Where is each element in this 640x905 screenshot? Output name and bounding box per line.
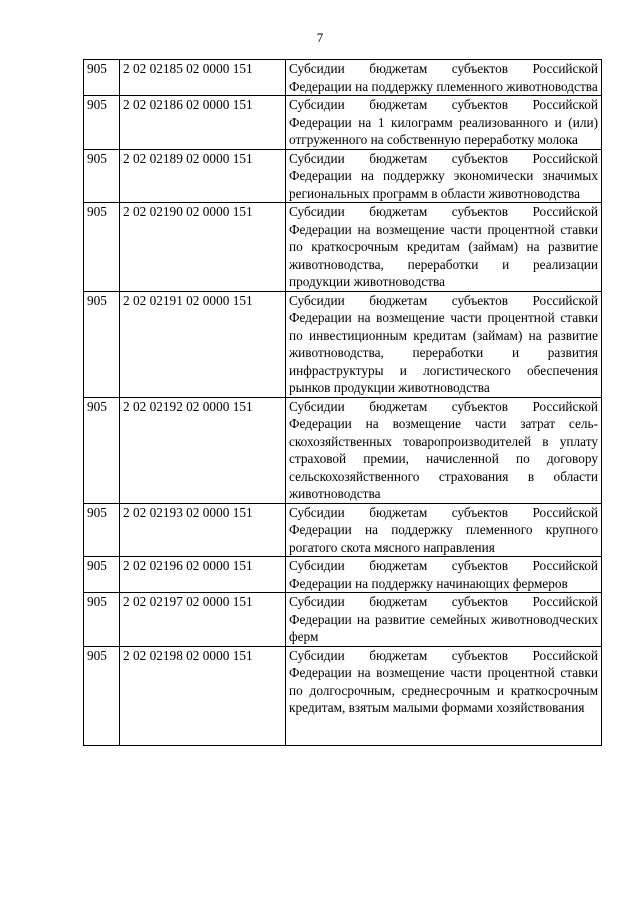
budget-code-cell: 2 02 02185 02 0000 151 — [120, 60, 286, 96]
admin-code-cell: 905 — [84, 397, 120, 503]
budget-code-cell: 2 02 02186 02 0000 151 — [120, 96, 286, 150]
table-row — [84, 291, 602, 397]
description-cell: Субсидии бюджетам субъектов Российской Федерации на возмещение части процентной ставки по краткосрочным кредитам (займам) на развитие животноводства, переработки и реализации продукции животноводства — [286, 203, 602, 292]
table-row — [84, 557, 602, 593]
table-row — [84, 593, 602, 647]
budget-code-cell: 2 02 02196 02 0000 151 — [120, 557, 286, 593]
budget-code-cell: 2 02 02193 02 0000 151 — [120, 503, 286, 557]
admin-code-cell: 905 — [84, 60, 120, 96]
table-row — [84, 646, 602, 745]
description-cell: Субсидии бюджетам субъектов Российской Федерации на 1 килограмм реализованного и (или) отгруженного на собственную переработку молока — [286, 96, 602, 150]
description-cell: Субсидии бюджетам субъектов Российской Федерации на возмещение части затрат сельскохозяйственных товаропроизводителей в уплату страховой премии, начисленной по договору сельскохозяйственного страхования в области животноводства — [286, 397, 602, 503]
table-row — [84, 397, 602, 503]
table-row — [84, 503, 602, 557]
page-number: 7 — [316, 30, 324, 45]
admin-code-cell: 905 — [84, 203, 120, 292]
budget-code-cell: 2 02 02198 02 0000 151 — [120, 646, 286, 745]
description-cell: Субсидии бюджетам субъектов Российской Федерации на поддержку начинающих фермеров — [286, 557, 602, 593]
description-cell: Субсидии бюджетам субъектов Российской Федерации на поддержку племенного крупного рогатого скота мясного направления — [286, 503, 602, 557]
description-cell: Субсидии бюджетам субъектов Российской Федерации на возмещение части процентной ставки по долгосрочным, среднесрочным и краткосрочным кредитам, взятым малыми формами хозяйствования — [286, 646, 602, 745]
admin-code-cell: 905 — [84, 646, 120, 745]
table-row — [84, 149, 602, 203]
admin-code-cell: 905 — [84, 593, 120, 647]
table-row — [84, 96, 602, 150]
table-row — [84, 60, 602, 96]
admin-code-cell: 905 — [84, 503, 120, 557]
budget-code-cell: 2 02 02197 02 0000 151 — [120, 593, 286, 647]
admin-code-cell: 905 — [84, 96, 120, 150]
budget-code-cell: 2 02 02192 02 0000 151 — [120, 397, 286, 503]
table-row — [84, 203, 602, 292]
budget-code-cell: 2 02 02190 02 0000 151 — [120, 203, 286, 292]
budget-code-cell: 2 02 02189 02 0000 151 — [120, 149, 286, 203]
description-cell: Субсидии бюджетам субъектов Российской Федерации на развитие семейных животноводческих ферм — [286, 593, 602, 647]
description-cell: Субсидии бюджетам субъектов Российской Федерации на возмещение части процентной ставки по инвестиционным кредитам (займам) на развитие животноводства, переработки и развития инфраструктуры и логистического обеспечения рынков продукции животноводства — [286, 291, 602, 397]
admin-code-cell: 905 — [84, 557, 120, 593]
description-cell: Субсидии бюджетам субъектов Российской Федерации на поддержку племенного животноводства — [286, 60, 602, 96]
budget-classification-table — [83, 59, 602, 746]
admin-code-cell: 905 — [84, 149, 120, 203]
budget-code-cell: 2 02 02191 02 0000 151 — [120, 291, 286, 397]
admin-code-cell: 905 — [84, 291, 120, 397]
description-cell: Субсидии бюджетам субъектов Российской Федерации на поддержку экономически значимых региональных программ в области животноводства — [286, 149, 602, 203]
